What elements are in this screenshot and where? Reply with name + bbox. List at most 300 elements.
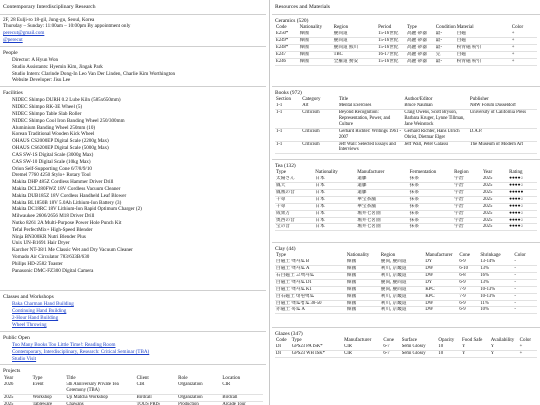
facility-item: • Panasonic DMC-FZ300 Digital Camera (12, 268, 263, 275)
ceramics-cell: 粉青磁 粉引 (456, 45, 511, 52)
clay-cell: - (513, 266, 537, 273)
facility-item: • Aluminium Banding Wheel 250mm (10) (12, 125, 263, 132)
tea-row[interactable] (275, 190, 537, 197)
tea-cell: 鳳凰の昔 (275, 190, 314, 197)
books-cell: Art (301, 103, 338, 109)
tea-cell: 奥西の昔 (275, 217, 314, 224)
projects-column-header: Location (222, 375, 241, 381)
tea-cell: ●●●●● (508, 190, 537, 197)
clay-row[interactable] (275, 307, 537, 314)
ceramics-cell: 韓國 (299, 58, 333, 65)
left-column (0, 0, 266, 405)
clay-cell: DW (424, 307, 458, 314)
tea-cell: 2025 (482, 196, 508, 203)
tea-cell: 太陽さん (275, 176, 314, 182)
tea-column-header: Type (276, 170, 286, 175)
clay-cell: 白磁土 백자토 A (275, 266, 346, 273)
ceramics-column-header: Code (276, 25, 287, 30)
glazes-cell: Y (461, 344, 490, 350)
books-table (275, 97, 537, 154)
email-link[interactable]: perecut@gmail.com (3, 30, 45, 37)
clay-row[interactable] (275, 273, 537, 280)
ceramics-cell: 韓國 (299, 45, 333, 52)
instagram-link[interactable]: @perecut (3, 36, 23, 43)
tea-cell: 2025 (482, 217, 508, 224)
ceramics-row[interactable] (275, 51, 537, 58)
books-row[interactable] (275, 128, 537, 141)
ceramics-cell: 15-16世紀 (377, 45, 406, 52)
glazes-column-header: Cone (383, 338, 394, 343)
clay-cell: 白磁土 백자토 K1 (275, 286, 346, 293)
people-section (0, 47, 266, 88)
clay-section[interactable] (272, 243, 540, 328)
tea-column-header: Region (454, 170, 469, 175)
clay-cell: 赤磁土 흑토 A (275, 307, 346, 314)
public-open-link[interactable]: Too Many Books Too Little Time!: Reading Room (12, 341, 116, 348)
clay-column-header: Manufacturer (425, 253, 453, 258)
glazes-row[interactable] (275, 351, 537, 358)
tea-column-header: Year (482, 170, 493, 175)
tea-cell: 抹茶 (409, 217, 454, 224)
class-link[interactable]: Wheel Throwing (12, 321, 47, 328)
projects-cell: TOUS PRIS (136, 401, 178, 405)
books-column-header: Publisher (469, 97, 489, 102)
projects-cell: Birdcall (221, 394, 263, 401)
clay-cell: 10-13% (479, 286, 513, 293)
tea-cell: 宇治 (453, 196, 482, 203)
ceramics-cell: E249* (275, 38, 299, 45)
projects-row[interactable] (3, 401, 263, 405)
tea-row[interactable] (275, 196, 537, 203)
books-cell: The Museum of Modern Art (469, 141, 537, 154)
tea-cell: 抹茶 (409, 196, 454, 203)
ceramics-row[interactable] (275, 38, 537, 45)
clay-cell: 白磁土 백자토 D1 (275, 279, 346, 286)
glazes-cell: Y (490, 351, 519, 358)
tea-heading: Tea (132) (275, 162, 296, 169)
clay-cell: DW (424, 266, 458, 273)
clay-cell: - (513, 286, 537, 293)
tea-cell: 2025 (482, 176, 508, 182)
clay-cell: DY (424, 259, 458, 265)
projects-column-header: Client (136, 375, 149, 381)
facility-item: • NIDEC Shimpo Table Slab Roller (12, 111, 263, 118)
facility-item: • Ninja BN300KR Nutri Blender Plus (12, 234, 263, 241)
projects-cell: CIR (136, 382, 178, 394)
glazes-column-header: Manufacturer (344, 338, 372, 343)
right-column-title: Resources and Materials (272, 0, 540, 15)
tea-cell: 堀井七茗園 (356, 224, 408, 231)
tea-row[interactable] (275, 217, 537, 224)
clay-cell: 6-9 (458, 300, 479, 307)
class-link[interactable]: Baka Charman Hand Building (12, 301, 74, 308)
books-heading: Books (972) (275, 89, 302, 96)
ceramics-cell: 16-17世紀 (377, 51, 406, 58)
clay-cell: 10-13% (479, 293, 513, 300)
facility-item: • Dremel 7760 4250 Stylo+ Rotary Tool (12, 172, 263, 179)
ceramics-column-header: Condition (435, 25, 456, 30)
tea-cell: 日本 (314, 224, 356, 231)
projects-cell: Chawans (65, 401, 135, 405)
projects-cell: Production (177, 401, 221, 405)
tea-row[interactable] (275, 210, 537, 217)
clay-row[interactable] (275, 266, 537, 273)
public-open-heading: Public Open (3, 334, 30, 341)
clay-column-header: Color (514, 253, 526, 258)
glazes-column-header: Food Safe (461, 338, 483, 343)
right-column (272, 0, 540, 405)
facilities-list (3, 97, 263, 274)
facilities-heading: Facilities (3, 90, 23, 97)
tea-cell: 宇治 (453, 217, 482, 224)
clay-cell: 韓國 (346, 307, 380, 314)
clay-cell: - (513, 259, 537, 265)
tea-cell: 日本 (314, 183, 356, 190)
clay-row[interactable] (275, 293, 537, 300)
ceramics-cell: 白磁 (456, 31, 511, 37)
clay-cell: 白磁土 백자토 B (275, 259, 346, 265)
tea-cell: 日本 (314, 217, 356, 224)
ceramics-cell: 高麗 砂器 (406, 45, 435, 52)
projects-heading: Projects (3, 368, 21, 375)
books-section[interactable] (272, 87, 540, 160)
ceramics-cell: 韓國 (299, 38, 333, 45)
ceramics-cell: + (511, 45, 537, 52)
projects-cell: Organization (177, 394, 221, 401)
tea-row[interactable] (275, 224, 537, 231)
books-cell: University of California Press (469, 110, 537, 129)
clay-cell: 6-10 (458, 266, 479, 273)
tea-row[interactable] (275, 203, 537, 210)
books-cell: 1-1 (275, 110, 301, 129)
clay-row[interactable] (275, 286, 537, 293)
facility-item: • Vornado Air Circulator 783/633B/630 (12, 254, 263, 261)
glazes-cell: CIR (343, 351, 382, 358)
ceramics-cell: 韓國 (299, 31, 333, 37)
tea-cell: 抹茶 (409, 210, 454, 217)
projects-cell: 2025 (3, 394, 32, 401)
clay-heading: Clay (44) (275, 245, 296, 252)
glazes-cell: + (519, 344, 537, 350)
clay-cell: 韓國 (346, 273, 380, 280)
projects-column-header: Type (32, 375, 43, 381)
clay-column-header: Cone (459, 253, 470, 258)
tea-cell: 遠藤 (356, 183, 408, 190)
facility-item: • Makita DC18RC 18V Lithium-Ion Rapid Optimum Charger (2) (12, 206, 263, 213)
glazes-cell: GPS23 WH ISK* (291, 351, 343, 358)
tea-cell: 宇治 (453, 210, 482, 217)
tea-cell: 抹茶 (409, 203, 454, 210)
projects-cell: Workshop (32, 394, 66, 401)
clay-cell: 慶尚, 慶尚道 (380, 259, 425, 265)
clay-cell: 13-14% (479, 259, 513, 265)
class-link[interactable]: Continuing Hand Building (12, 308, 67, 315)
clay-cell: - (513, 293, 537, 300)
ceramics-column-header: Nationality (299, 25, 323, 30)
tea-cell: 堀井七茗園 (356, 217, 408, 224)
clay-cell: 韓國 (346, 293, 380, 300)
clay-cell: 6-9 (458, 279, 479, 286)
tea-cell: 遠藤 (356, 176, 408, 182)
projects-section (0, 365, 266, 405)
ceramics-cell: + (511, 38, 537, 45)
facility-item: • Philips HD-2582 Toaster (12, 261, 263, 268)
clay-cell: 白磁土 백토청토 30-50 (275, 300, 346, 307)
ceramics-cell: TBC (333, 51, 378, 58)
ceramics-cell: 慶尚道 (333, 38, 378, 45)
ceramics-cell: 慶尚道 熊川 (333, 45, 378, 52)
people-item: • Studio Intern: Clarinde Dong-In Leo Van Der Linden, Charlie Kim Worthington (12, 71, 263, 78)
clay-cell: - (513, 300, 537, 307)
facility-item: • Karcher NT-38/1 Me Classic Wet and Dry Vacuum Cleaner (12, 247, 263, 254)
tea-cell: 堀井七茗園 (356, 210, 408, 217)
tea-cell: 千尋 (275, 196, 314, 203)
projects-cell: Uji Matcha Workshop (65, 394, 135, 401)
clay-cell: 慶尚, 慶尚道 (380, 286, 425, 293)
ceramics-cell: 最- (435, 58, 456, 65)
projects-column-header: Title (66, 375, 76, 381)
facilities-section[interactable] (0, 87, 266, 291)
column-divider (269, 0, 270, 405)
public-open-section (0, 332, 266, 366)
ceramics-column-header: Type (406, 25, 417, 30)
hours-text: Thursday – Sunday: 11:00am – 10:00pm By appointment only (3, 23, 131, 30)
facility-item: • OHAUS CS6200EP Digital Scale (5000g Max) (12, 145, 263, 152)
ceramics-row[interactable] (275, 58, 537, 65)
tea-section[interactable] (272, 160, 540, 243)
ceramics-column-header: Color (511, 25, 524, 30)
clay-cell: KPC (424, 293, 458, 300)
classes-section (0, 291, 266, 332)
books-row[interactable] (275, 141, 537, 154)
ceramics-cell: 完 (435, 51, 456, 58)
ceramics-cell: E246 (275, 58, 299, 65)
people-item: • Website Developer: Jisu Lee (12, 77, 263, 84)
clay-cell: 6-9 (458, 307, 479, 314)
clay-cell: 韓國 (346, 300, 380, 307)
glazes-cell: DI (275, 344, 291, 350)
ceramics-cell: + (511, 51, 537, 58)
books-column-header: Title (338, 97, 349, 102)
tea-cell: 宇治 (453, 183, 482, 190)
glazes-cell: 6-7 (382, 344, 400, 350)
ceramics-cell: 高麗 砂器 (406, 31, 435, 37)
glazes-cell: 10 (437, 351, 461, 358)
books-cell: NRW Forum Düsseldorf (469, 103, 537, 109)
ceramics-cell: 白磁 (456, 38, 511, 45)
facility-item: • Makita DHP 485Z Cordless Hammer Driver Drill (12, 179, 263, 186)
tea-cell: 宝の昔 (275, 224, 314, 231)
ceramics-column-header: Region (333, 25, 349, 30)
facility-item: • Tefal PerfectMix+ High-Speed Blender (12, 227, 263, 234)
books-cell: 1-1 (275, 128, 301, 141)
projects-cell: 2026 (3, 382, 32, 394)
glazes-column-header: Code (276, 338, 287, 343)
tea-cell: 2025 (482, 203, 508, 210)
clay-cell: - (513, 273, 537, 280)
tea-cell: ●●●●○ (508, 203, 537, 210)
clay-cell: 16% (479, 273, 513, 280)
tea-cell: 宇治 (453, 190, 482, 197)
clay-cell: 慶尚, 慶尚道 (380, 279, 425, 286)
projects-row[interactable] (3, 382, 263, 394)
clay-column-header: Region (380, 253, 396, 258)
ceramics-cell: + (511, 58, 537, 65)
tea-cell: 宇治 (453, 176, 482, 182)
facility-item: • CAS SW-1S Digital Scale (3000g Max) (12, 152, 263, 159)
books-cell: 1-1 (275, 103, 301, 109)
books-cell: Bruce Nauman (403, 103, 469, 109)
ceramics-column-header: Period (378, 25, 392, 30)
tea-cell: ●●●●○ (508, 224, 537, 231)
clay-cell: 韓國 (346, 286, 380, 293)
clay-cell: 7-9 (458, 293, 479, 300)
clay-cell: 韓國 (346, 279, 380, 286)
clay-row[interactable] (275, 300, 537, 307)
tea-column-header: Manufacturer (357, 170, 385, 175)
tea-cell: 宇治 (453, 203, 482, 210)
tea-cell: 2025 (482, 224, 508, 231)
books-cell: Jeff Wall, Peter Galassi (403, 141, 469, 154)
tea-column-header: Fermentation (409, 170, 437, 175)
books-cell: Criticism (301, 110, 338, 129)
clay-cell: 利川, 京畿道 (380, 307, 425, 314)
clay-cell: DW (424, 273, 458, 280)
facility-item: • Makita DCL280FWZ 18V Cordless Vacuum Cleaner (12, 186, 263, 193)
ceramics-cell: 最- (435, 31, 456, 37)
clay-cell: 白石磁土 대원백토 (275, 293, 346, 300)
ceramics-cell: 白磁 (456, 51, 511, 58)
books-cell: Craig Owens, Scott Bryson, Barbara Kruger, Lynne Tillman, Jane Weinstock (403, 110, 469, 129)
ceramics-row[interactable] (275, 45, 537, 52)
clay-table (275, 253, 537, 314)
glazes-column-header: Type (291, 338, 302, 343)
clay-cell: DW (424, 300, 458, 307)
clay-cell: 7-9 (458, 286, 479, 293)
tea-cell: 鳳天 (275, 183, 314, 190)
people-item: • Studio Assistants: Hyemin Kim, Jingak Park (12, 64, 263, 71)
glazes-cell: Y (490, 344, 519, 350)
ceramics-cell: E247 (275, 51, 299, 58)
ceramics-column-header: Material (456, 25, 474, 30)
clay-cell: - (513, 279, 537, 286)
books-column-header: Author/Editor (404, 97, 433, 102)
glazes-cell: GPS23 PA ISK* (291, 344, 343, 350)
address-text: 2F, 28 Eulji-ro 18-gil, Jung-gu, Seoul, Korea (3, 16, 95, 23)
clay-cell: 利川, 京畿道 (380, 293, 425, 300)
tea-column-header: Rating (509, 170, 523, 175)
projects-cell: Organization (177, 382, 221, 394)
books-cell: Criticism (301, 128, 338, 141)
clay-cell: 13% (479, 266, 513, 273)
glazes-cell: Y (461, 351, 490, 358)
clay-row[interactable] (275, 279, 537, 286)
clay-cell: 利川, 京畿道 (380, 300, 425, 307)
ceramics-cell: 高麗 砂器 (406, 58, 435, 65)
clay-column-header: Nationality (346, 253, 370, 258)
glazes-section[interactable] (272, 328, 540, 360)
tea-cell: 2025 (482, 190, 508, 197)
glazes-cell: Semi Glossy (401, 351, 438, 358)
ceramics-cell: 高麗 砂器 (406, 38, 435, 45)
ceramics-cell: 慶尚道 (333, 31, 378, 37)
tea-cell: 抹茶 (409, 176, 454, 182)
contact-block (0, 15, 266, 47)
tea-cell: 日本 (314, 210, 356, 217)
projects-table (3, 376, 263, 405)
books-cell: Gerhard Richter: Writings 1961 - 2007 (338, 128, 404, 141)
ceramics-section[interactable] (272, 15, 540, 87)
ceramics-cell: 最- (435, 45, 456, 52)
books-cell: 1-1 (275, 141, 301, 154)
classes-heading: Classes and Workshops (3, 294, 54, 301)
tea-cell: ●●●●○ (508, 210, 537, 217)
facility-item: • Korean Traditional Wooden Kick Wheel (12, 131, 263, 138)
ceramics-cell: 15-16世紀 (377, 31, 406, 37)
projects-row[interactable] (3, 394, 263, 401)
clay-cell: 石白磁土 고백자토 (275, 273, 346, 280)
ceramics-cell: E250* (275, 31, 299, 37)
tea-cell: 宇治 (453, 224, 482, 231)
books-cell: Gerhard Richter, Hans Ulrich Obrist, Dietmar Elger (403, 128, 469, 141)
left-column-title: Contemporary Interdisciplinary Research (0, 0, 266, 15)
tea-cell: ●●●●○ (508, 217, 537, 224)
tea-column-header: Nationality (315, 170, 338, 175)
tea-cell: 抹茶 (409, 224, 454, 231)
tea-cell: 遠藤 (356, 190, 408, 197)
clay-cell: 6-8 (458, 273, 479, 280)
clay-cell: 韓國 (346, 259, 380, 265)
projects-cell: Birdcall (136, 394, 178, 401)
ceramics-cell: 高麗 砂器 (406, 51, 435, 58)
facility-item: • OHAUS CS2000EP Digital Scale (2200g Max) (12, 138, 263, 145)
clay-cell: 韓國 (346, 266, 380, 273)
clay-cell: 13% (479, 279, 513, 286)
glazes-cell: 10 (437, 344, 461, 350)
facility-item: • NIDEC Shimpo DURH 0.2 Lube Kiln (585x650mm) (12, 97, 263, 104)
people-heading: People (3, 49, 18, 56)
glazes-cell: DI (275, 351, 291, 358)
glazes-column-header: Color (519, 338, 531, 343)
glazes-cell: CIR (343, 344, 382, 350)
class-link[interactable]: 2-Hour Hand Building (12, 315, 59, 322)
tea-cell: 2025 (482, 183, 508, 190)
ceramics-cell: 15-16世紀 (377, 38, 406, 45)
facility-item: • NIDEC Shimpo Cool Iron Banding Wheel 250/300mm (12, 118, 263, 125)
ceramics-cell: E248* (275, 45, 299, 52)
glazes-column-header: Opacity (438, 338, 455, 343)
public-open-link[interactable]: Studio Visit (12, 355, 37, 362)
public-open-link[interactable]: Contemporary, Interdisciplinary, Research: Critical Seminar (TBA) (12, 348, 150, 355)
facility-item: • CAS SW-10 Digital Scale (10kg Max) (12, 159, 263, 166)
books-row[interactable] (275, 110, 537, 129)
books-cell: Criticism (301, 141, 338, 154)
ceramics-table (275, 25, 537, 66)
ceramics-cell: + (511, 31, 537, 37)
tea-row[interactable] (275, 183, 537, 190)
ceramics-cell: 最- (435, 38, 456, 45)
ceramics-cell: 韓國 (299, 51, 333, 58)
projects-cell: Tableware (32, 401, 66, 405)
projects-cell: Event (32, 382, 66, 394)
people-item: • Director: A Hyun Won (12, 57, 263, 64)
books-column-header: Category (302, 97, 321, 102)
books-cell: D.A.P. (469, 128, 537, 141)
tea-cell: ●●●●○ (508, 183, 537, 190)
books-cell: Mental Exercises (338, 103, 404, 109)
projects-cell: Arcade Tour (221, 401, 263, 405)
books-cell: Jeff Wall: Selected Essays and Interviews (338, 141, 404, 154)
